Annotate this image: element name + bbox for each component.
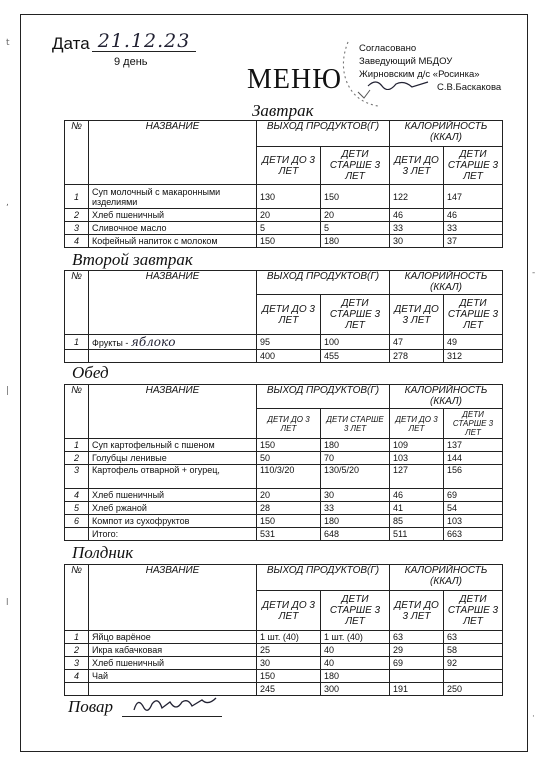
row-index: 1 (65, 631, 89, 644)
yield-under3: 245 (257, 683, 321, 696)
row-index: 5 (65, 502, 89, 515)
punch-hole-mark: · (532, 712, 535, 722)
calories-under3: 30 (390, 235, 444, 248)
row-index: 3 (65, 222, 89, 235)
table-row (65, 465, 503, 489)
column-header-yield: ВЫХОД ПРОДУКТОВ(Г) (257, 271, 390, 295)
column-header-name: НАЗВАНИЕ (89, 385, 257, 439)
subheader-over3: ДЕТИ СТАРШЕ 3 ЛЕТ (321, 409, 390, 439)
yield-under3: 95 (257, 335, 321, 350)
calories-over3: 69 (444, 489, 503, 502)
approval-line: Заведующий МБДОУ (359, 56, 453, 67)
table-row (65, 657, 503, 670)
calories-over3: 58 (444, 644, 503, 657)
row-index: 1 (65, 439, 89, 452)
yield-over3: 300 (321, 683, 390, 696)
yield-under3: 30 (257, 657, 321, 670)
row-index: 2 (65, 452, 89, 465)
yield-under3: 150 (257, 515, 321, 528)
section-title-breakfast: Завтрак (252, 101, 314, 120)
row-index: 1 (65, 185, 89, 209)
calories-over3: 46 (444, 209, 503, 222)
column-header-num: № (65, 271, 89, 335)
yield-under3: 400 (257, 350, 321, 363)
yield-over3: 648 (321, 528, 390, 541)
yield-over3: 180 (321, 235, 390, 248)
approval-signature (366, 78, 430, 90)
column-header-yield: ВЫХОД ПРОДУКТОВ(Г) (257, 121, 390, 147)
table-row (65, 235, 503, 248)
column-header-calories: КАЛОРИЙНОСТЬ (ККАЛ) (390, 121, 503, 147)
date-value: 21.12.23 (92, 30, 196, 52)
dish-name: Хлеб пшеничный (89, 489, 257, 502)
calories-under3: 103 (390, 452, 444, 465)
date-label: Дата (52, 34, 90, 53)
dish-name: Икра кабачковая (89, 644, 257, 657)
calories-over3: 137 (444, 439, 503, 452)
total-label: Итого: (89, 528, 257, 541)
dish-name-printed: Фрукты - (92, 338, 129, 348)
yield-over3: 30 (321, 489, 390, 502)
cook-signature (130, 694, 220, 718)
column-header-name: НАЗВАНИЕ (89, 565, 257, 631)
yield-over3: 40 (321, 644, 390, 657)
table-row (65, 209, 503, 222)
calories-under3: 511 (390, 528, 444, 541)
table-row (65, 515, 503, 528)
yield-under3: 25 (257, 644, 321, 657)
column-header-yield: ВЫХОД ПРОДУКТОВ(Г) (257, 565, 390, 591)
yield-over3: 180 (321, 670, 390, 683)
table-row (65, 222, 503, 235)
column-header-calories: КАЛОРИЙНОСТЬ (ККАЛ) (390, 565, 503, 591)
calories-under3: 41 (390, 502, 444, 515)
calories-under3: 191 (390, 683, 444, 696)
table-row (65, 452, 503, 465)
yield-over3: 40 (321, 657, 390, 670)
yield-under3: 110/3/20 (257, 465, 321, 489)
table-row (65, 644, 503, 657)
calories-under3: 122 (390, 185, 444, 209)
punch-hole-mark: t (6, 38, 10, 48)
column-header-name: НАЗВАНИЕ (89, 271, 257, 335)
row-index: 2 (65, 209, 89, 222)
calories-over3: 103 (444, 515, 503, 528)
menu-title: МЕНЮ (247, 64, 342, 95)
subheader-under3: ДЕТИ ДО 3 ЛЕТ (390, 591, 444, 631)
calories-under3: 46 (390, 489, 444, 502)
subheader-under3: ДЕТИ ДО 3 ЛЕТ (257, 409, 321, 439)
handwritten-fruit: яблоко (130, 335, 176, 349)
second-breakfast-table (64, 270, 503, 363)
dish-name: Кофейный напиток с молоком (89, 235, 257, 248)
row-index: 3 (65, 465, 89, 489)
subheader-under3: ДЕТИ ДО 3 ЛЕТ (390, 147, 444, 185)
section-title-second-breakfast: Второй завтрак (72, 250, 193, 269)
calories-under3: 47 (390, 335, 444, 350)
dish-name: Хлеб пшеничный (89, 657, 257, 670)
yield-under3: 531 (257, 528, 321, 541)
subheader-over3: ДЕТИ СТАРШЕ 3 ЛЕТ (444, 409, 503, 439)
day-label: 9 день (114, 56, 148, 68)
calories-over3: 37 (444, 235, 503, 248)
calories-under3: 29 (390, 644, 444, 657)
yield-over3: 100 (321, 335, 390, 350)
calories-under3: 46 (390, 209, 444, 222)
cook-label: Повар (68, 697, 114, 716)
row-index: 3 (65, 657, 89, 670)
calories-over3: 92 (444, 657, 503, 670)
section-title-afternoon-snack: Полдник (72, 543, 134, 562)
yield-under3: 150 (257, 439, 321, 452)
subheader-over3: ДЕТИ СТАРШЕ 3 ЛЕТ (444, 147, 503, 185)
yield-under3: 20 (257, 209, 321, 222)
approval-line: Согласовано (359, 43, 417, 54)
calories-over3: 54 (444, 502, 503, 515)
punch-hole-mark: , (6, 198, 9, 208)
punch-hole-mark: - (532, 268, 536, 278)
yield-over3: 130/5/20 (321, 465, 390, 489)
yield-over3: 33 (321, 502, 390, 515)
section-title-lunch: Обед (72, 363, 109, 382)
column-header-num: № (65, 121, 89, 185)
yield-under3: 50 (257, 452, 321, 465)
dish-name (89, 350, 257, 363)
calories-over3: 33 (444, 222, 503, 235)
calories-over3: 147 (444, 185, 503, 209)
table-row (65, 335, 503, 350)
calories-over3: 156 (444, 465, 503, 489)
yield-under3: 28 (257, 502, 321, 515)
row-index: 4 (65, 489, 89, 502)
dish-name (89, 335, 257, 350)
dish-name: Суп картофельный с пшеном (89, 439, 257, 452)
calories-over3: 49 (444, 335, 503, 350)
dish-name: Голубцы ленивые (89, 452, 257, 465)
calories-over3: 63 (444, 631, 503, 644)
calories-under3: 109 (390, 439, 444, 452)
subheader-under3: ДЕТИ ДО 3 ЛЕТ (390, 409, 444, 439)
dish-name: Хлеб пшеничный (89, 209, 257, 222)
row-index: 2 (65, 644, 89, 657)
subheader-over3: ДЕТИ СТАРШЕ 3 ЛЕТ (444, 591, 503, 631)
column-header-num: № (65, 565, 89, 631)
calories-over3: 144 (444, 452, 503, 465)
row-index: 4 (65, 235, 89, 248)
row-index (65, 350, 89, 363)
subheader-over3: ДЕТИ СТАРШЕ 3 ЛЕТ (321, 295, 390, 335)
yield-under3: 20 (257, 489, 321, 502)
yield-over3: 70 (321, 452, 390, 465)
column-header-calories: КАЛОРИЙНОСТЬ (ККАЛ) (390, 271, 503, 295)
row-index: 6 (65, 515, 89, 528)
dish-name: Чай (89, 670, 257, 683)
yield-under3: 150 (257, 235, 321, 248)
dish-name: Суп молочный с макаронными изделиями (89, 185, 257, 209)
lunch-table (64, 384, 503, 541)
calories-under3: 69 (390, 657, 444, 670)
yield-under3: 1 шт. (40) (257, 631, 321, 644)
punch-hole-mark: l (6, 598, 9, 608)
subheader-over3: ДЕТИ СТАРШЕ 3 ЛЕТ (444, 295, 503, 335)
row-index (65, 683, 89, 696)
calories-over3: 250 (444, 683, 503, 696)
approval-line: С.В.Баскакова (437, 82, 502, 93)
dish-name: Яйцо варёное (89, 631, 257, 644)
table-row (65, 489, 503, 502)
subheader-over3: ДЕТИ СТАРШЕ 3 ЛЕТ (321, 147, 390, 185)
dish-name: Компот из сухофруктов (89, 515, 257, 528)
calories-under3 (390, 670, 444, 683)
calories-under3: 85 (390, 515, 444, 528)
subheader-over3: ДЕТИ СТАРШЕ 3 ЛЕТ (321, 591, 390, 631)
row-index: 4 (65, 670, 89, 683)
table-row (65, 439, 503, 452)
yield-over3: 5 (321, 222, 390, 235)
yield-under3: 5 (257, 222, 321, 235)
calories-over3: 312 (444, 350, 503, 363)
breakfast-table (64, 120, 503, 248)
column-header-yield: ВЫХОД ПРОДУКТОВ(Г) (257, 385, 390, 409)
dish-name: Картофель отварной + огурец, (89, 465, 257, 489)
calories-under3: 278 (390, 350, 444, 363)
yield-under3: 150 (257, 670, 321, 683)
yield-under3: 130 (257, 185, 321, 209)
yield-over3: 180 (321, 515, 390, 528)
calories-under3: 63 (390, 631, 444, 644)
calories-over3 (444, 670, 503, 683)
subheader-under3: ДЕТИ ДО 3 ЛЕТ (257, 591, 321, 631)
yield-over3: 150 (321, 185, 390, 209)
row-index: 1 (65, 335, 89, 350)
yield-over3: 455 (321, 350, 390, 363)
dish-name: Сливочное масло (89, 222, 257, 235)
subheader-under3: ДЕТИ ДО 3 ЛЕТ (390, 295, 444, 335)
table-row (65, 185, 503, 209)
table-row (65, 502, 503, 515)
column-header-num: № (65, 385, 89, 439)
row-index (65, 528, 89, 541)
table-row (65, 670, 503, 683)
table-row (65, 631, 503, 644)
dish-name: Хлеб ржаной (89, 502, 257, 515)
table-row-total (65, 528, 503, 541)
column-header-calories: КАЛОРИЙНОСТЬ (ККАЛ) (390, 385, 503, 409)
afternoon-snack-table (64, 564, 503, 696)
subheader-under3: ДЕТИ ДО 3 ЛЕТ (257, 295, 321, 335)
calories-over3: 663 (444, 528, 503, 541)
yield-over3: 1 шт. (40) (321, 631, 390, 644)
calories-under3: 127 (390, 465, 444, 489)
yield-over3: 20 (321, 209, 390, 222)
calories-under3: 33 (390, 222, 444, 235)
yield-over3: 180 (321, 439, 390, 452)
table-row (65, 350, 503, 363)
punch-hole-mark: | (6, 386, 10, 396)
approval-line: Жирновским д/с «Росинка» (359, 69, 480, 80)
column-header-name: НАЗВАНИЕ (89, 121, 257, 185)
subheader-under3: ДЕТИ ДО 3 ЛЕТ (257, 147, 321, 185)
